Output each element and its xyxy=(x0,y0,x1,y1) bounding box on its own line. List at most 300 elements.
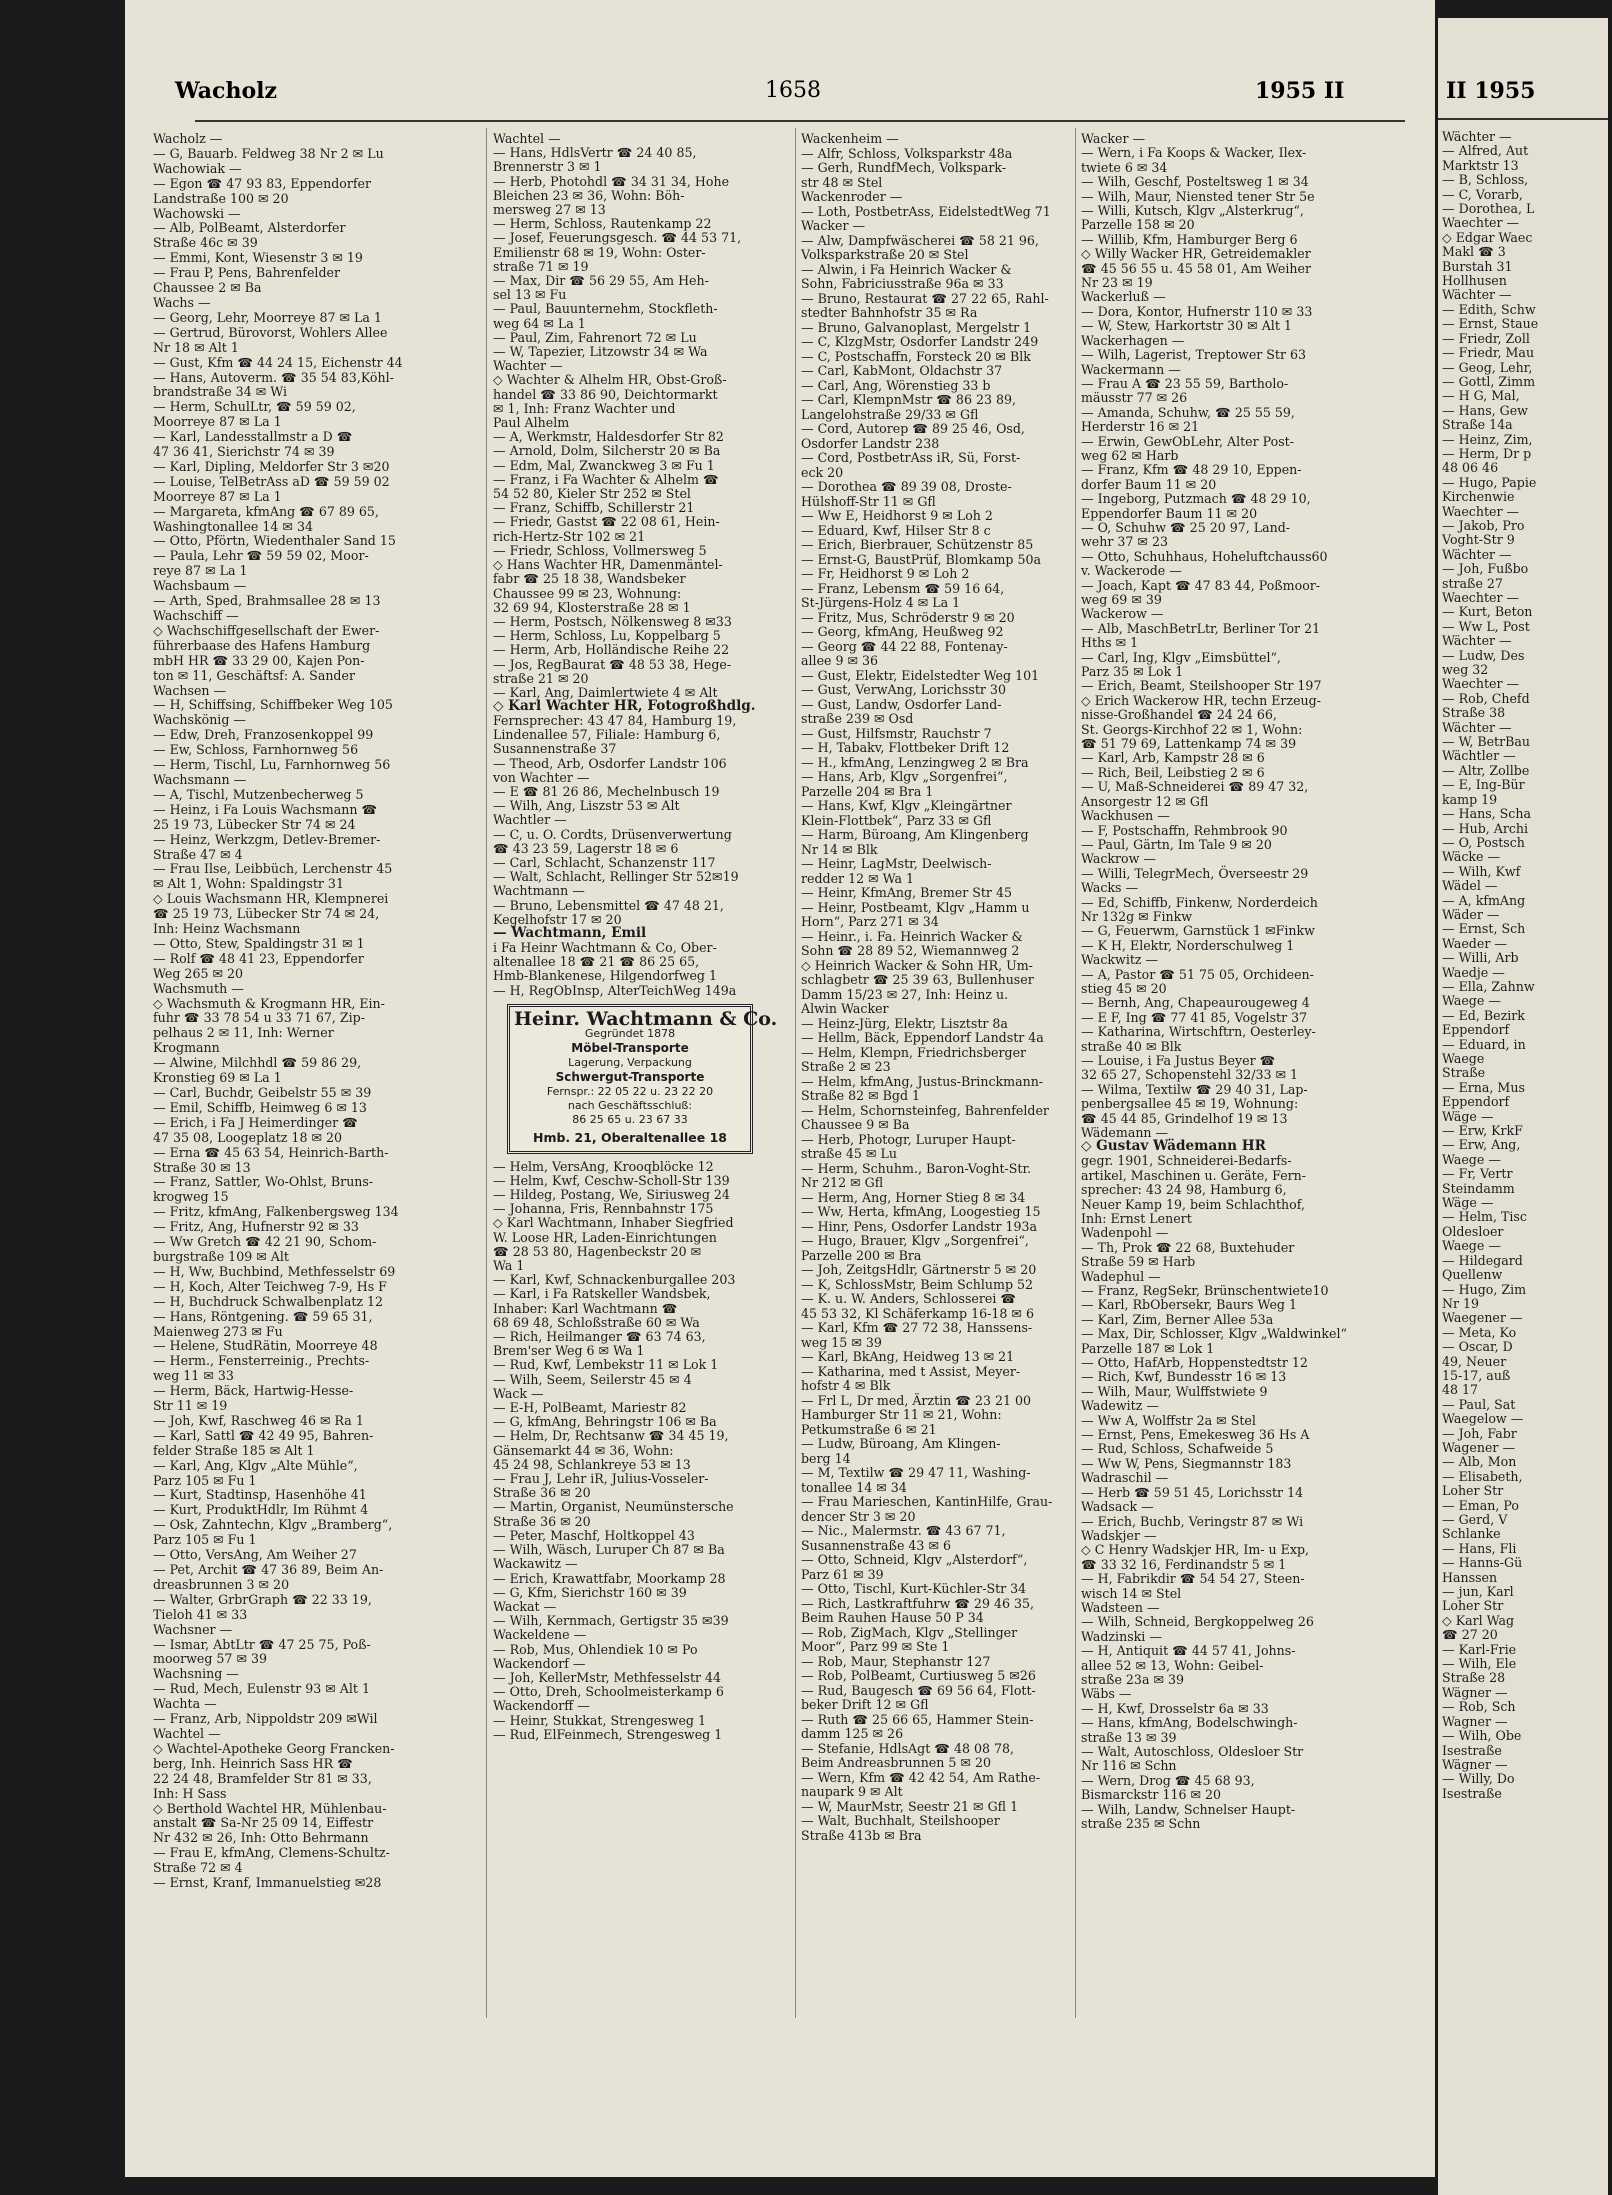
facing-page-header xyxy=(1438,78,1608,114)
directory-entry-line: Maienweg 273 ✉ Fu xyxy=(153,1323,283,1339)
directory-entry-line: St-Jürgens-Holz 4 ✉ La 1 xyxy=(801,595,961,610)
directory-entry-line: Wächter — xyxy=(1442,633,1512,649)
directory-entry-line: — Louise, i Fa Justus Beyer ☎ xyxy=(1081,1053,1276,1068)
directory-entry-line: Waechter — xyxy=(1442,676,1520,692)
directory-entry-line: 48 06 46 xyxy=(1442,460,1499,476)
directory-entry-line: schlagbetr ☎ 25 39 63, Bullenhuser xyxy=(801,972,1034,987)
directory-entry-line: — W, MaurMstr, Seestr 21 ✉ Gfl 1 xyxy=(801,1798,1019,1814)
directory-entry-line: — Gust, Kfm ☎ 44 24 15, Eichenstr 44 xyxy=(153,354,403,370)
directory-entry-line: — Erna ☎ 45 63 54, Heinrich-Barth- xyxy=(153,1144,389,1160)
directory-entry-line: — Rob, PolBeamt, Curtiusweg 5 ✉26 xyxy=(801,1668,1036,1683)
directory-entry-line: Chaussee 9 ✉ Ba xyxy=(801,1117,910,1132)
directory-entry-line: — Rich, Lastkraftfuhrw ☎ 29 46 35, xyxy=(801,1595,1035,1611)
directory-entry-line: Wäcke — xyxy=(1442,849,1501,865)
facing-page-year: II 1955 xyxy=(1446,78,1536,104)
directory-entry-line: — Franz, Schiffb, Schillerstr 21 xyxy=(493,500,695,516)
directory-entry-line: Hülshoff-Str 11 ✉ Gfl xyxy=(801,493,936,509)
directory-entry-line: — Paul, Gärtn, Im Tale 9 ✉ 20 xyxy=(1081,836,1272,852)
directory-entry-line: — Gust, VerwAng, Lorichsstr 30 xyxy=(801,682,1006,697)
directory-entry-line: Wachschiff — xyxy=(153,608,239,623)
directory-entry-line: Wachtel — xyxy=(153,1725,221,1741)
directory-entry-line: Waechter — xyxy=(1442,590,1520,605)
directory-entry-line: — Georg, Lehr, Moorreye 87 ✉ La 1 xyxy=(153,309,382,325)
directory-entry-line: — Rich, Kwf, Bundesstr 16 ✉ 13 xyxy=(1081,1369,1287,1385)
ad-founded: Gegründet 1878 xyxy=(584,1026,676,1040)
directory-entry-line: krogweg 15 xyxy=(153,1189,229,1205)
ad-phone-3: 86 25 65 u. 23 67 33 xyxy=(572,1112,688,1126)
directory-entry-line: — Erw, KrkF xyxy=(1442,1123,1523,1139)
directory-entry-line: ☎ 27 20 xyxy=(1442,1627,1498,1643)
directory-entry-line: — Wilma, Textilw ☎ 29 40 31, Lap- xyxy=(1081,1081,1308,1097)
directory-entry-line: Petkumstraße 6 ✉ 21 xyxy=(801,1421,937,1437)
directory-entry-line: — Ruth ☎ 25 66 65, Hammer Stein- xyxy=(801,1711,1034,1727)
directory-entry-line: Straße 59 ✉ Harb xyxy=(1081,1254,1196,1270)
directory-entry-line: Horn“, Parz 271 ✉ 34 xyxy=(801,914,939,929)
directory-entry-line: — Martin, Organist, Neumünstersche xyxy=(493,1499,734,1515)
directory-entry-line: kamp 19 xyxy=(1442,791,1498,807)
directory-entry-line: Eppendorfer Baum 11 ✉ 20 xyxy=(1081,505,1258,521)
directory-entry-line: Wachtmann — xyxy=(493,883,585,899)
directory-entry-line: ☎ 45 44 85, Grindelhof 19 ✉ 13 xyxy=(1081,1110,1288,1126)
directory-entry-line: — Herm, Tischl, Lu, Farnhornweg 56 xyxy=(153,757,391,773)
directory-entry-line: Isestraße xyxy=(1442,1742,1502,1758)
directory-entry-line: 49, Neuer xyxy=(1442,1353,1507,1369)
directory-entry-line: — Stefanie, HdlsAgt ☎ 48 08 78, xyxy=(801,1740,1015,1756)
directory-entry-line: ◇ Hans Wachter HR, Damenmäntel- xyxy=(493,557,723,573)
directory-entry-line: beker Drift 12 ✉ Gfl xyxy=(801,1697,929,1712)
directory-entry-line: ☎ 43 23 59, Lagerstr 18 ✉ 6 xyxy=(493,840,679,856)
directory-entry-line: reye 87 ✉ La 1 xyxy=(153,563,248,579)
directory-entry-line: v. Wackerode — xyxy=(1081,563,1182,579)
directory-entry-line: — Herm, Schloss, Lu, Koppelbarg 5 xyxy=(493,628,721,644)
directory-entry-line: Inh: Ernst Lenert xyxy=(1081,1210,1192,1226)
directory-entry-line: — Willi, Arb xyxy=(1442,950,1519,966)
directory-entry-line: — Otto, HafArb, Hoppenstedtstr 12 xyxy=(1081,1355,1308,1371)
directory-entry-line: — Carl, Buchdr, Geibelstr 55 ✉ 39 xyxy=(153,1085,372,1100)
directory-entry-line: — Heinz-Jürg, Elektr, Lisztstr 8a xyxy=(801,1015,1008,1031)
directory-entry-line: — Carl, KlempnMstr ☎ 86 23 89, xyxy=(801,392,1017,407)
directory-entry-line: — Erich, Krawattfabr, Moorkamp 28 xyxy=(493,1570,726,1586)
directory-entry-line: — Herm, Dr p xyxy=(1442,445,1532,461)
directory-entry-line: — Rich, Beil, Leibstieg 2 ✉ 6 xyxy=(1081,764,1265,780)
directory-entry-line: Wägner — xyxy=(1442,1756,1508,1772)
directory-entry-line: Wachtler — xyxy=(493,812,567,828)
directory-entry-line: — Eduard, Kwf, Hilser Str 8 c xyxy=(801,522,991,538)
directory-entry-line: straße 235 ✉ Schn xyxy=(1081,1816,1201,1832)
directory-entry-line: — Hildegard xyxy=(1442,1252,1523,1268)
directory-entry-line: — Margareta, kfmAng ☎ 67 89 65, xyxy=(153,503,379,519)
directory-entry-line: — Wilh, Kernmach, Gertigstr 35 ✉39 xyxy=(493,1613,729,1629)
directory-entry-line: Wägner — xyxy=(1442,1684,1508,1700)
directory-entry-line: Straße 2 ✉ 23 xyxy=(801,1059,891,1074)
ad-address: Hmb. 21, Oberaltenallee 18 xyxy=(532,1129,728,1145)
directory-entry-line: — Alfred, Aut xyxy=(1442,143,1529,159)
directory-entry-line: — Kurt, ProduktHdlr, Im Rühmt 4 xyxy=(153,1502,369,1518)
directory-entry-line: — Erwin, GewObLehr, Alter Post- xyxy=(1081,433,1294,449)
directory-entry-line: — Ww E, Heidhorst 9 ✉ Loh 2 xyxy=(801,508,993,523)
directory-entry-line: Wackenheim — xyxy=(801,131,899,146)
directory-entry-line: Wackendorff — xyxy=(493,1698,590,1714)
directory-entry-line: — Wern, i Fa Koops & Wacker, Ilex- xyxy=(1081,145,1307,161)
directory-entry-line: anstalt ☎ Sa-Nr 25 09 14, Eiffestr xyxy=(153,1815,374,1831)
directory-entry-line: — Ed, Bezirk xyxy=(1442,1007,1525,1023)
directory-entry-line: Voght-Str 9 xyxy=(1442,532,1515,548)
directory-entry-line: — W, Stew, Harkortstr 30 ✉ Alt 1 xyxy=(1081,318,1292,334)
directory-entry-line: Straße 36 ✉ 20 xyxy=(493,1485,591,1501)
directory-entry-line: Wadsack — xyxy=(1081,1499,1154,1515)
directory-entry-line: Landstraße 100 ✉ 20 xyxy=(153,190,289,206)
column-2-part-d xyxy=(493,1160,749,1742)
directory-entry-line: — Wilh, Maur, Niensted tener Str 5e xyxy=(1081,188,1315,204)
directory-entry-line: Wachta — xyxy=(153,1696,217,1712)
directory-entry-line: — H., kfmAng, Lenzingweg 2 ✉ Bra xyxy=(801,754,1029,770)
directory-entry-line: führerbaase des Hafens Hamburg xyxy=(153,637,371,653)
directory-entry-line: — Katharina, Wirtschftrn, Oesterley- xyxy=(1081,1024,1316,1040)
directory-entry-line: — Otto, Stew, Spaldingstr 31 ✉ 1 xyxy=(153,935,365,951)
directory-entry-line: Beim Rauhen Hause 50 P 34 xyxy=(801,1610,984,1625)
directory-entry-line: Sohn ☎ 28 89 52, Wiemannweg 2 xyxy=(801,943,1020,958)
directory-entry-line: — Paul, Zim, Fahrenort 72 ✉ Lu xyxy=(493,329,697,345)
directory-entry-line: Inh: Heinz Wachsmann xyxy=(153,921,301,937)
directory-entry-line: — Hans, HdlsVertr ☎ 24 40 85, xyxy=(493,145,697,161)
directory-entry-line: — Helm, Schornsteinfeg, Bahrenfelder xyxy=(801,1102,1049,1118)
directory-entry-line: — H, Kwf, Drosselstr 6a ✉ 33 xyxy=(1081,1700,1269,1716)
directory-entry-line: Parzelle 204 ✉ Bra 1 xyxy=(801,783,934,799)
directory-entry-line: Wadraschil — xyxy=(1081,1470,1169,1486)
directory-entry-line: sel 13 ✉ Fu xyxy=(493,287,567,303)
directory-entry-line: weg 11 ✉ 33 xyxy=(153,1368,234,1384)
directory-entry-line: Waege — xyxy=(1442,1151,1501,1167)
directory-entry-line: — Walt, Schlacht, Rellinger Str 52✉19 xyxy=(493,869,739,885)
directory-entry-line: 32 69 94, Klosterstraße 28 ✉ 1 xyxy=(493,599,691,615)
directory-entry-line: straße 40 ✉ Blk xyxy=(1081,1038,1182,1054)
directory-entry-line: — Heinz, Zim, xyxy=(1442,431,1533,447)
directory-entry-line: — Oscar, D xyxy=(1442,1339,1513,1355)
ad-line-3: Schwergut-Transporte xyxy=(555,1069,705,1084)
directory-entry-line: Waege xyxy=(1442,1051,1485,1066)
directory-entry-line: — Otto, Tischl, Kurt-Küchler-Str 34 xyxy=(801,1581,1027,1596)
directory-entry-line: str 48 ✉ Stel xyxy=(801,174,883,190)
directory-entry-line: tonallee 14 ✉ 34 xyxy=(801,1479,907,1495)
directory-entry-line: Chaussee 99 ✉ 23, Wohnung: xyxy=(493,585,682,601)
directory-entry-line: — Ed, Schiffb, Finkenw, Norderdeich xyxy=(1081,894,1318,910)
directory-entry-line: — Hans, Kwf, Klgv „Kleingärtner xyxy=(801,798,1012,813)
header-rule xyxy=(195,120,1405,122)
directory-entry-line: Wackhusen — xyxy=(1081,808,1170,824)
directory-entry-line: ☎ 45 56 55 u. 45 58 01, Am Weiher xyxy=(1081,260,1312,276)
directory-entry-line: — Wern, Kfm ☎ 42 42 54, Am Rathe- xyxy=(801,1769,1041,1785)
directory-entry-line: — Herm, Bäck, Hartwig-Hesse- xyxy=(153,1383,354,1399)
directory-entry-line: — Ww Gretch ☎ 42 21 90, Schom- xyxy=(153,1234,377,1250)
directory-entry-line: — C, Vorarb, xyxy=(1442,186,1523,202)
advertisement-box xyxy=(507,1004,778,1154)
directory-entry-line: — Gottl, Zimm xyxy=(1442,373,1536,389)
directory-entry-line: Straße 38 xyxy=(1442,705,1506,721)
directory-entry-line: ◇ Wachtel-Apotheke Georg Francken- xyxy=(153,1740,395,1756)
directory-entry-line: — H, Koch, Alter Teichweg 7-9, Hs F xyxy=(153,1278,387,1294)
directory-entry-line: 68 69 48, Schloßstraße 60 ✉ Wa xyxy=(493,1314,700,1330)
directory-entry-line: — Carl, Ing, Klgv „Eimsbüttel“, xyxy=(1081,649,1281,665)
directory-entry-line: — Wilh, Landw, Schnelser Haupt- xyxy=(1081,1801,1296,1817)
directory-entry-line: Inhaber: Karl Wachtmann ☎ xyxy=(493,1300,678,1316)
directory-entry-line: 45 53 32, Kl Schäferkamp 16-18 ✉ 6 xyxy=(801,1305,1034,1321)
directory-entry-line: Brem'ser Weg 6 ✉ Wa 1 xyxy=(493,1343,645,1359)
directory-entry-line: altenallee 18 ☎ 21 ☎ 86 25 65, xyxy=(493,954,700,970)
directory-entry-line: — Frl L, Dr med, Ärztin ☎ 23 21 00 xyxy=(801,1392,1032,1408)
directory-entry-line: Wackermann — xyxy=(1081,361,1181,377)
directory-entry-line: redder 12 ✉ Wa 1 xyxy=(801,870,915,886)
directory-entry-line: — Altr, Zollbe xyxy=(1442,762,1530,778)
directory-entry-line: — Hans, Röntgening. ☎ 59 65 31, xyxy=(153,1308,373,1324)
directory-entry-line: — Elisabeth, xyxy=(1442,1468,1523,1484)
directory-entry-line: — Erich, i Fa J Heimerdinger ☎ xyxy=(153,1114,358,1130)
directory-entry-line: — E F, Ing ☎ 77 41 85, Vogelstr 37 xyxy=(1081,1009,1308,1025)
directory-entry-line: Bismarckstr 116 ✉ 20 xyxy=(1081,1787,1222,1803)
directory-entry-line: — Erich, Beamt, Steilshooper Str 197 xyxy=(1081,678,1322,694)
directory-entry-line: — W, Tapezier, Litzowstr 34 ✉ Wa xyxy=(493,344,708,360)
directory-entry-line: weg 32 xyxy=(1442,662,1489,678)
column-2-part-b xyxy=(493,714,749,927)
directory-entry-line: — Fr, Heidhorst 9 ✉ Loh 2 xyxy=(801,566,970,581)
directory-entry-line: — Max, Dir, Schlosser, Klgv „Waldwinkel“ xyxy=(1081,1326,1347,1342)
directory-entry-line: — Bernh, Ang, Chapeaurougeweg 4 xyxy=(1081,995,1310,1011)
column-4-part-a xyxy=(1081,132,1327,1140)
directory-entry-line: — Herm, SchulLtr, ☎ 59 59 02, xyxy=(153,399,356,415)
directory-entry-line: rich-Hertz-Str 102 ✉ 21 xyxy=(493,528,646,544)
directory-entry-line: — Rob, Maur, Stephanstr 127 xyxy=(801,1653,991,1669)
directory-entry-line: Nr 18 ✉ Alt 1 xyxy=(153,339,239,355)
directory-entry-line: — Helm, Dr, Rechtsanw ☎ 34 45 19, xyxy=(493,1428,729,1444)
directory-entry-line: Straße 47 ✉ 4 xyxy=(153,846,243,862)
directory-entry-line: Loher Str xyxy=(1442,1483,1504,1499)
directory-entry-line: — Hugo, Papie xyxy=(1442,474,1537,490)
directory-entry-line: Wächter — xyxy=(1442,719,1512,735)
directory-entry-line: — Helm, kfmAng, Justus-Brinckmann- xyxy=(801,1073,1044,1089)
directory-entry-line: — Amanda, Schuhw, ☎ 25 55 59, xyxy=(1081,404,1295,420)
directory-entry-line: — Ww, Herta, kfmAng, Loogestieg 15 xyxy=(801,1204,1041,1219)
directory-entry-line: gegr. 1901, Schneiderei-Bedarfs- xyxy=(1081,1153,1292,1169)
directory-entry-line: Parz 35 ✉ Lok 1 xyxy=(1081,664,1184,680)
directory-entry-line: — Paula, Lehr ☎ 59 59 02, Moor- xyxy=(153,548,369,564)
directory-entry-line: — Rob, Mus, Ohlendiek 10 ✉ Po xyxy=(493,1641,698,1657)
directory-entry-line: — Wilh, Obe xyxy=(1442,1728,1522,1744)
directory-entry-line: — Hugo, Brauer, Klgv „Sorgenfrei“, xyxy=(801,1233,1029,1248)
directory-entry-line: — Rud, ElFeinmech, Strengesweg 1 xyxy=(493,1726,723,1742)
directory-entry-line: Nr 23 ✉ 19 xyxy=(1081,275,1153,291)
directory-entry-line: — Heinr, LagMstr, Deelwisch- xyxy=(801,856,992,871)
directory-entry-line: — Wilh, Schneid, Bergkoppelweg 26 xyxy=(1081,1614,1314,1630)
directory-entry-line: — Wilh, Maur, Wulffstwiete 9 xyxy=(1081,1383,1268,1399)
directory-entry-line: — Karl, Kwf, Schnackenburgallee 203 xyxy=(493,1272,736,1288)
directory-entry-line: — Eman, Po xyxy=(1442,1497,1519,1513)
directory-entry-line: weg 62 ✉ Harb xyxy=(1081,447,1179,463)
directory-entry-line: Kronstieg 69 ✉ La 1 xyxy=(153,1070,282,1086)
directory-entry-line: — Wilh, Wäsch, Luruper Ch 87 ✉ Ba xyxy=(493,1542,725,1558)
directory-entry-line: — Rud, Baugesch ☎ 69 56 64, Flott- xyxy=(801,1682,1036,1698)
directory-entry-line: — Karl, Landesstallmstr a D ☎ xyxy=(153,429,353,445)
directory-entry-line: mersweg 27 ✉ 13 xyxy=(493,202,606,218)
directory-entry-line: Paul Alhelm xyxy=(493,415,570,431)
directory-entry-line: Wachsbaum — xyxy=(153,578,247,594)
directory-entry-line: Wachowski — xyxy=(153,205,241,221)
directory-entry-line: eck 20 xyxy=(801,464,844,480)
directory-entry-line: brandstraße 34 ✉ Wi xyxy=(153,384,288,400)
directory-entry-line: — G, Kfm, Sierichstr 160 ✉ 39 xyxy=(493,1584,687,1600)
column-4-part-b xyxy=(1081,1153,1347,1832)
directory-entry-line: berg 14 xyxy=(801,1450,851,1466)
directory-entry-line: Hths ✉ 1 xyxy=(1081,635,1139,651)
directory-entry-line: ◇ Wachsmuth & Krogmann HR, Ein- xyxy=(153,995,385,1011)
column-2-part-c xyxy=(493,941,749,998)
directory-entry-line: — Edm, Mal, Zwanckweg 3 ✉ Fu 1 xyxy=(493,457,715,473)
directory-entry-line: weg 64 ✉ La 1 xyxy=(493,315,586,331)
column-4 xyxy=(1081,131,1347,1832)
directory-entry-line: Wackawitz — xyxy=(493,1556,578,1572)
directory-entry-line: — Fritz, Ang, Hufnerstr 92 ✉ 33 xyxy=(153,1219,359,1235)
directory-entry-line: Wachsmuth — xyxy=(153,980,244,996)
directory-entry-line: 25 19 73, Lübecker Str 74 ✉ 24 xyxy=(153,816,356,832)
directory-entry-line: — Hans, Scha xyxy=(1442,806,1531,822)
directory-entry-line: Waege — xyxy=(1442,1238,1501,1254)
directory-entry-line: Wackenroder — xyxy=(801,189,903,204)
directory-entry-line: Langelohstraße 29/33 ✉ Gfl xyxy=(801,406,979,422)
directory-entry-line: weg 15 ✉ 39 xyxy=(801,1334,882,1350)
facing-header-rule xyxy=(1438,118,1608,120)
directory-entry-line: Nr 14 ✉ Blk xyxy=(801,841,878,857)
directory-entry-line: straße 21 ✉ 20 xyxy=(493,670,589,686)
directory-entry-line: — A, Pastor ☎ 51 75 05, Orchideen- xyxy=(1081,966,1314,982)
directory-entry-line: Quellenw xyxy=(1442,1267,1503,1283)
directory-entry-line: hofstr 4 ✉ Blk xyxy=(801,1378,891,1393)
directory-entry-line: — Georg, kfmAng, Heußweg 92 xyxy=(801,624,1004,639)
directory-entry-line: — Johanna, Fris, Rennbahnstr 175 xyxy=(493,1201,714,1217)
directory-entry-line: ◇ Karl Wag xyxy=(1442,1612,1515,1628)
directory-entry-line: — Loth, PostbetrAss, EidelstedtWeg 71 xyxy=(801,203,1051,219)
directory-entry-line: von Wachter — xyxy=(493,769,590,785)
column-divider xyxy=(486,128,487,2018)
directory-entry-line: Brennerstr 3 ✉ 1 xyxy=(493,159,602,175)
directory-entry-line: ton ✉ 11, Geschäftsf: A. Sander xyxy=(153,667,355,683)
directory-entry-line: — Gerd, V xyxy=(1442,1512,1508,1527)
directory-entry-line: — Franz, Lebensm ☎ 59 16 64, xyxy=(801,580,1005,596)
directory-entry-line: Alwin Wacker xyxy=(801,1001,889,1016)
directory-entry-line: — Gertrud, Bürovorst, Wohlers Allee xyxy=(153,324,388,340)
ad-phone-2: nach Geschäftsschluß: xyxy=(567,1098,693,1112)
directory-entry-line: — Helm, VersAng, Krooqblöcke 12 xyxy=(493,1158,714,1174)
directory-entry-line: — Otto, VersAng, Am Weiher 27 xyxy=(153,1547,357,1563)
directory-entry-line: moorweg 57 ✉ 39 xyxy=(153,1651,268,1667)
directory-entry-line: — Herm, Ang, Horner Stieg 8 ✉ 34 xyxy=(801,1189,1026,1205)
directory-entry-line: Klein-Flottbek“, Parz 33 ✉ Gfl xyxy=(801,812,992,828)
directory-entry-line: — Hans, Arb, Klgv „Sorgenfrei“, xyxy=(801,769,1008,784)
directory-entry-line: straße 45 ✉ Lu xyxy=(801,1146,897,1161)
directory-entry-line: — Rud, Kwf, Lembekstr 11 ✉ Lok 1 xyxy=(493,1357,719,1373)
directory-entry-line: — Hans, Autoverm. ☎ 35 54 83,Köhl- xyxy=(153,369,394,385)
directory-entry-line: sprecher: 43 24 98, Hamburg 6, xyxy=(1081,1182,1287,1198)
directory-entry-line: — Bruno, Galvanoplast, Mergelstr 1 xyxy=(801,319,1032,335)
directory-entry-line: — Walt, Autoschloss, Oldesloer Str xyxy=(1081,1744,1304,1759)
directory-entry-line: — Ella, Zahnw xyxy=(1442,978,1535,994)
directory-entry-line: — Heinr, KfmAng, Bremer Str 45 xyxy=(801,885,1012,900)
directory-entry-line: — Edw, Dreh, Franzosenkoppel 99 xyxy=(153,727,374,743)
directory-entry-line: — Erw, Ang, xyxy=(1442,1137,1521,1153)
directory-entry-line: Moorreye 87 ✉ La 1 xyxy=(153,414,282,430)
directory-entry-line: — O, Schuhw ☎ 25 20 97, Land- xyxy=(1081,519,1291,535)
directory-entry-line: — Karl, Kfm ☎ 27 72 38, Hanssens- xyxy=(801,1320,1033,1335)
directory-entry-line: — G, Feuerwm, Garnstück 1 ✉Finkw xyxy=(1081,923,1315,939)
directory-entry-line: ◇ Berthold Wachtel HR, Mühlenbau- xyxy=(153,1800,387,1816)
directory-entry-line: Wächter — xyxy=(1442,546,1512,562)
header-name: Wacholz xyxy=(175,78,277,104)
directory-entry-line: — Edith, Schw xyxy=(1442,301,1536,317)
directory-entry-line: Kirchenwie xyxy=(1442,489,1515,505)
directory-entry-line: — Ludw, Des xyxy=(1442,647,1525,663)
directory-entry-line: — Gust, Landw, Osdorfer Land- xyxy=(801,696,1002,712)
directory-entry-line: — Helm, Tisc xyxy=(1442,1209,1527,1225)
directory-entry-line: — Ernst, Kranf, Immanuelstieg ✉28 xyxy=(153,1875,382,1891)
directory-entry-line: 22 24 48, Bramfelder Str 81 ✉ 33, xyxy=(153,1770,372,1786)
directory-entry-line: Hmb-Blankenese, Hilgendorfweg 1 xyxy=(493,968,718,984)
directory-entry-line: — Th, Prok ☎ 22 68, Buxtehuder xyxy=(1081,1239,1295,1255)
directory-entry-line: — Erich, Buchb, Veringstr 87 ✉ Wi xyxy=(1081,1513,1304,1529)
header-year: 1955 II xyxy=(1255,78,1345,104)
directory-entry-line: — Wilh, Geschf, Posteltsweg 1 ✉ 34 xyxy=(1081,174,1309,190)
directory-entry-line: 48 17 xyxy=(1442,1382,1479,1398)
ad-line-2: Lagerung, Verpackung xyxy=(568,1055,692,1069)
directory-entry-line: — Franz, Sattler, Wo-Ohlst, Bruns- xyxy=(153,1174,374,1190)
directory-entry-line: pelhaus 2 ✉ 11, Inh: Werner xyxy=(153,1025,334,1041)
directory-entry-line: — Katharina, med t Assist, Meyer- xyxy=(801,1363,1021,1379)
directory-entry-line: Wackeldene — xyxy=(493,1627,587,1643)
directory-entry-line: — Heinr., i. Fa. Heinrich Wacker & xyxy=(801,928,1023,944)
directory-entry-line: — Alb, MaschBetrLtr, Berliner Tor 21 xyxy=(1081,620,1321,636)
directory-entry-line: Waegener — xyxy=(1442,1310,1523,1326)
directory-entry-line: Straße 46c ✉ 39 xyxy=(153,235,258,251)
directory-entry-line: — Herm, Schuhm., Baron-Voght-Str. xyxy=(801,1160,1032,1176)
directory-entry-line: — H, Tabakv, Flottbeker Drift 12 xyxy=(801,740,1010,755)
directory-entry-line: — Cord, Autorep ☎ 89 25 46, Osd, xyxy=(801,421,1025,436)
directory-entry-line: Parzelle 187 ✉ Lok 1 xyxy=(1081,1340,1215,1356)
directory-entry-line: Straße 36 ✉ 20 xyxy=(493,1513,591,1529)
directory-entry-line: Nr 116 ✉ Schn xyxy=(1081,1758,1177,1774)
directory-entry-line: Volksparkstraße 20 ✉ Stel xyxy=(801,247,969,262)
directory-entry-line: — Osk, Zahntechn, Klgv „Bramberg“, xyxy=(153,1517,393,1533)
directory-entry-line: straße 13 ✉ 39 xyxy=(1081,1729,1177,1745)
directory-entry-line: Straße 30 ✉ 13 xyxy=(153,1159,251,1175)
directory-entry-line: — G, kfmAng, Behringstr 106 ✉ Ba xyxy=(493,1414,717,1430)
directory-entry-line: — Willib, Kfm, Hamburger Berg 6 xyxy=(1081,231,1298,247)
directory-entry-line: Straße 413b ✉ Bra xyxy=(801,1827,922,1843)
directory-entry-line: — Max, Dir ☎ 56 29 55, Am Heh- xyxy=(493,273,709,289)
directory-entry-line: Neuer Kamp 19, beim Schlachthof, xyxy=(1081,1196,1305,1212)
directory-entry-line: — Karl, Ang, Daimlertwiete 4 ✉ Alt xyxy=(493,684,718,700)
directory-entry-line: — Carl, KabMont, Oldachstr 37 xyxy=(801,363,1003,378)
directory-entry-line: — Alb, PolBeamt, Alsterdorfer xyxy=(153,220,346,236)
directory-entry-line: — Fritz, kfmAng, Falkenbergsweg 134 xyxy=(153,1204,399,1220)
facing-page xyxy=(1438,18,1608,2195)
directory-entry-line: Wackerow — xyxy=(1081,606,1164,622)
directory-entry-line: Hanssen xyxy=(1442,1569,1498,1585)
directory-entry-line: — Otto, Pförtn, Wiedenthaler Sand 15 xyxy=(153,533,396,549)
directory-entry-line: — Eduard, in xyxy=(1442,1036,1526,1052)
directory-entry-line: — Josef, Feuerungsgesch. ☎ 44 53 71, xyxy=(493,230,742,246)
directory-entry-line: — Ww A, Wolffstr 2a ✉ Stel xyxy=(1081,1412,1256,1428)
directory-entry-line: Wachsen — xyxy=(153,682,227,698)
directory-entry-line: fabr ☎ 25 18 38, Wandsbeker xyxy=(493,571,686,587)
directory-entry-line: 54 52 80, Kieler Str 252 ✉ Stel xyxy=(493,486,691,502)
directory-entry-line: — E, Ing-Bür xyxy=(1442,777,1525,793)
directory-entry-line: — Hanns-Gü xyxy=(1442,1555,1523,1571)
